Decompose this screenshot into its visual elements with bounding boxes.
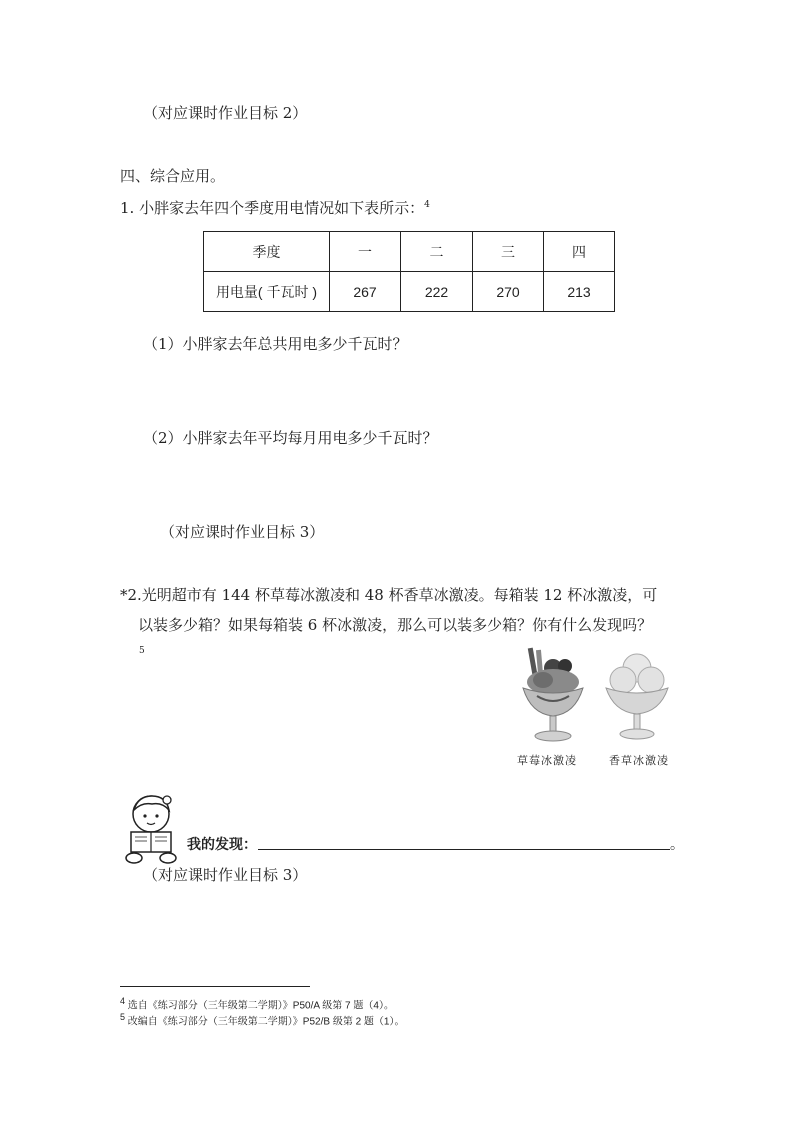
goal-note-2: （对应课时作业目标 3） bbox=[160, 523, 325, 541]
table-header-row bbox=[204, 232, 615, 272]
goal-note-3: （对应课时作业目标 3） bbox=[143, 866, 308, 884]
vanilla-scoop bbox=[638, 667, 664, 693]
table-cell: 267 bbox=[330, 272, 401, 312]
question-1 bbox=[120, 197, 430, 218]
table-cell: 222 bbox=[401, 272, 473, 312]
table-header-cell: 季度 bbox=[204, 232, 330, 272]
footnote-mark: 5 bbox=[120, 1012, 126, 1022]
table-header-cell: 二 bbox=[401, 232, 473, 272]
sub-question-2: （2）小胖家去年平均每月用电多少千瓦时？ bbox=[143, 429, 438, 447]
table-header-cell: 四 bbox=[544, 232, 615, 272]
discovery-answer-line[interactable] bbox=[258, 849, 670, 850]
glass-base bbox=[620, 729, 654, 739]
child-reading-icon bbox=[122, 792, 180, 866]
glass-base bbox=[535, 731, 571, 741]
table-row-label: 用电量( 千瓦时 ) bbox=[204, 272, 330, 312]
glass-bowl bbox=[606, 688, 668, 714]
ice-cream-scoop bbox=[533, 672, 553, 688]
electricity-table bbox=[203, 231, 615, 312]
footnote-text: 改编自《练习部分（三年级第二学期）》P52/B 级第 2 题（1）。 bbox=[127, 1016, 405, 1028]
discovery-end: 。 bbox=[670, 837, 684, 853]
glass-stem bbox=[550, 716, 556, 732]
goal-note-1: （对应课时作业目标 2） bbox=[143, 104, 308, 122]
discovery-label: 我的发现： bbox=[187, 837, 257, 853]
footnote-5 bbox=[120, 1012, 405, 1027]
sub-question-1: （1）小胖家去年总共用电多少千瓦时？ bbox=[143, 335, 408, 353]
table-cell: 213 bbox=[544, 272, 615, 312]
footnote-4 bbox=[120, 996, 394, 1011]
table-header-cell: 三 bbox=[473, 232, 544, 272]
strawberry-sundae-illustration bbox=[515, 646, 591, 746]
table-row bbox=[204, 272, 615, 312]
vanilla-sundae-illustration bbox=[602, 648, 672, 744]
table-cell: 270 bbox=[473, 272, 544, 312]
wafer-stick bbox=[528, 648, 537, 674]
footnote-ref-5: 5 bbox=[139, 646, 145, 656]
question-1-text: 1. 小胖家去年四个季度用电情况如下表所示： bbox=[120, 199, 425, 217]
table-header-cell: 一 bbox=[330, 232, 401, 272]
glass-stem bbox=[634, 714, 640, 730]
footnote-mark: 4 bbox=[120, 996, 126, 1006]
caption-vanilla: 香草冰激凌 bbox=[609, 755, 669, 767]
question-2-line-2: 以装多少箱？如果每箱装 6 杯冰激凌，那么可以装多少箱？你有什么发现吗？ bbox=[138, 616, 653, 634]
section-heading: 四、综合应用。 bbox=[120, 167, 226, 185]
footnote-divider bbox=[120, 986, 310, 987]
footnote-ref-4: 4 bbox=[424, 200, 430, 210]
question-2-line-1: *2.光明超市有 144 杯草莓冰激凌和 48 杯香草冰激凌。每箱装 12 杯冰激凌，可 bbox=[120, 586, 658, 604]
vanilla-scoop bbox=[610, 667, 636, 693]
caption-strawberry: 草莓冰激凌 bbox=[517, 755, 577, 767]
footnote-text: 选自《练习部分（三年级第二学期）》P50/A 级第 7 题（4）。 bbox=[127, 1000, 394, 1012]
